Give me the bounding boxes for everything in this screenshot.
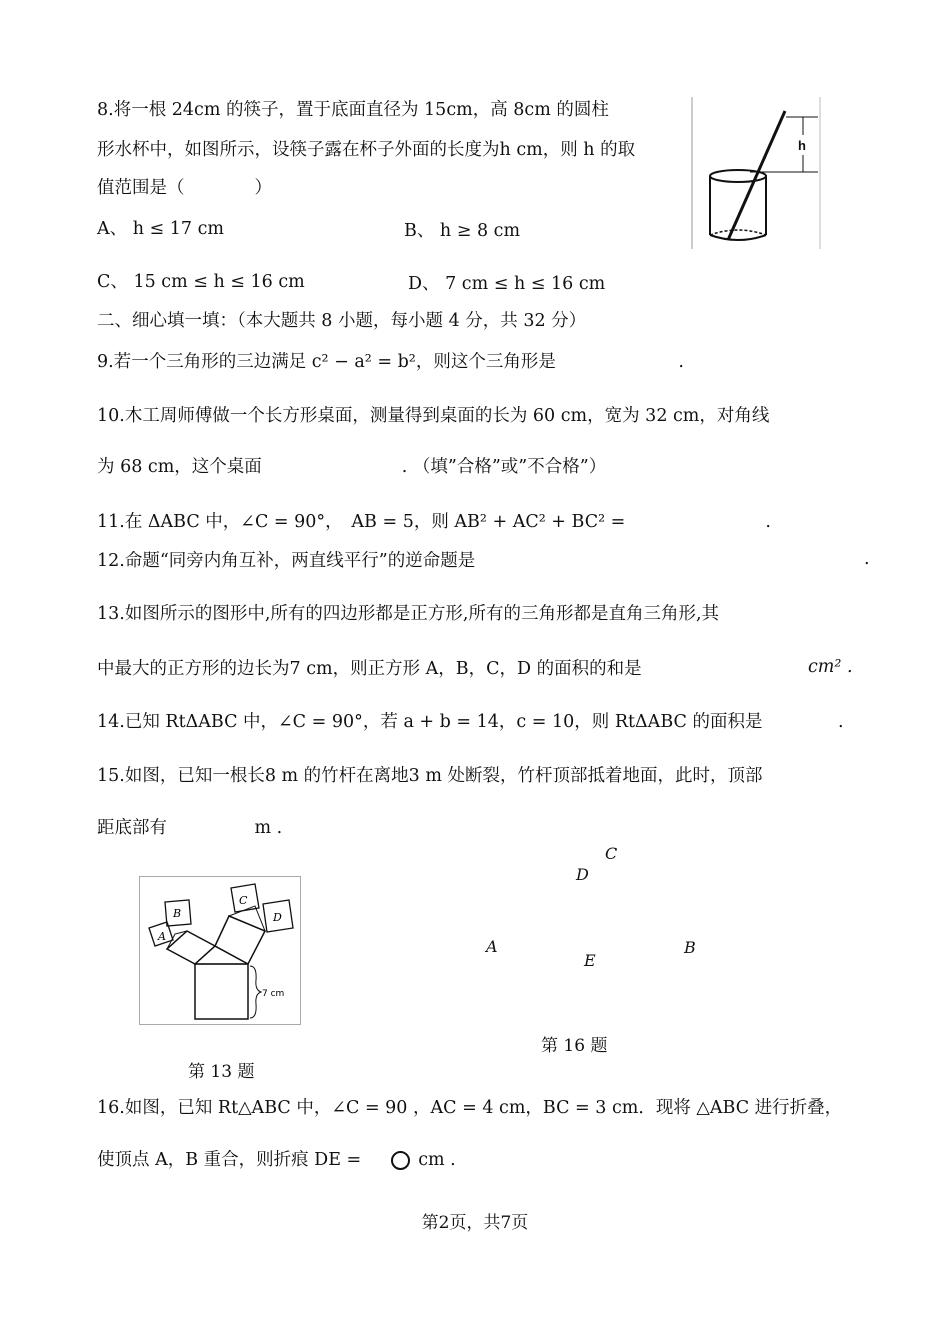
answer-blank-circle-icon xyxy=(391,1151,410,1170)
q16-figure-caption: 第 16 题 xyxy=(541,1036,608,1056)
q16-label-e: E xyxy=(584,951,596,970)
q13-line1: 13.如图所示的图形中,所有的四边形都是正方形,所有的三角形都是直角三角形,其 xyxy=(97,604,720,624)
square-c-label: C xyxy=(239,894,248,907)
cup-chopstick-figure xyxy=(690,97,822,249)
q16-line2 xyxy=(97,1148,456,1172)
q8-option-b: B、 h ≥ 8 cm xyxy=(404,221,521,241)
q16-line1: 16.如图，已知 Rt△ABC 中，∠C = 90 ，AC = 4 cm，BC = 3 cm．现将 △ABC 进行折叠， xyxy=(97,1098,843,1118)
q14-text: 14.已知 RtΔABC 中，∠C = 90°，若 a + b = 14，c = 10，则 RtΔABC 的面积是 . xyxy=(97,712,844,732)
squares-figure xyxy=(139,876,301,1025)
q13-unit: cm² . xyxy=(808,657,853,677)
q12-end-period: . xyxy=(864,549,870,569)
q13-figure-caption: 第 13 题 xyxy=(188,1062,255,1082)
q10-line1: 10.木工周师傅做一个长方形桌面，测量得到桌面的长为 60 cm，宽为 32 cm，对角线 xyxy=(97,406,770,426)
cup-chopstick-drawing xyxy=(690,97,822,249)
q11-text: 11.在 ΔABC 中，∠C = 90°， AB = 5，则 AB² + AC² + BC² = . xyxy=(97,512,771,532)
q8-option-a: A、 h ≤ 17 cm xyxy=(97,219,224,239)
q15-line2: 距底部有 m . xyxy=(97,818,283,838)
q12-text: 12.命题“同旁内角互补，两直线平行”的逆命题是 xyxy=(97,551,476,571)
q9-text: 9.若一个三角形的三边满足 c² − a² = b²，则这个三角形是 . xyxy=(97,352,684,372)
squares-drawing xyxy=(139,876,301,1025)
q16-label-b: B xyxy=(684,938,696,957)
q16-label-d: D xyxy=(576,865,589,884)
square-side-label: 7 cm xyxy=(262,989,285,999)
q13-line2: 中最大的正方形的边长为7 cm，则正方形 A，B，C，D 的面积的和是 xyxy=(97,659,642,679)
page-footer: 第2页，共7页 xyxy=(421,1213,529,1233)
q16-line2-suffix: cm . xyxy=(418,1150,456,1170)
cup-figure-h-label: h xyxy=(798,138,806,153)
q8-line3: 值范围是（ ） xyxy=(97,178,272,198)
q8-option-d: D、 7 cm ≤ h ≤ 16 cm xyxy=(408,274,606,294)
q8-line2: 形水杯中，如图所示，设筷子露在杯子外面的长度为h cm，则 h 的取 xyxy=(97,140,636,160)
square-b-label: B xyxy=(173,907,182,920)
q16-label-a: A xyxy=(486,937,498,956)
q15-line1: 15.如图，已知一根长8 m 的竹杆在离地3 m 处断裂，竹杆顶部抵着地面，此时，顶部 xyxy=(97,766,763,786)
section-2-heading: 二、细心填一填：（本大题共 8 小题，每小题 4 分，共 32 分） xyxy=(97,311,587,331)
q16-line2-prefix: 使顶点 A，B 重合，则折痕 DE = xyxy=(97,1150,362,1170)
square-a-label: A xyxy=(158,930,166,943)
q8-option-c: C、 15 cm ≤ h ≤ 16 cm xyxy=(97,272,305,292)
q16-label-c: C xyxy=(605,844,618,863)
square-d-label: D xyxy=(273,911,282,924)
q10-line2: 为 68 cm，这个桌面 . （填”合格”或”不合格”） xyxy=(97,457,607,477)
q8-line1: 8.将一根 24cm 的筷子，置于底面直径为 15cm，高 8cm 的圆柱 xyxy=(97,100,609,120)
